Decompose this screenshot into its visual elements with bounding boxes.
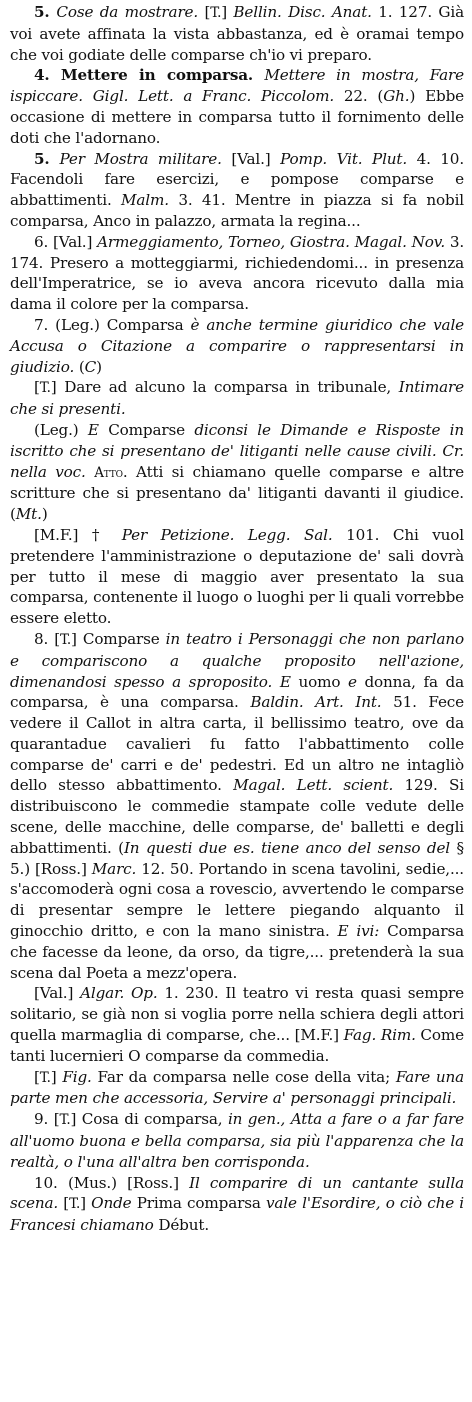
entry-text-segment: ] Dare ad alcuno la comparsa in tribunale,: [50, 378, 399, 397]
entry-text-segment: Atto: [94, 464, 123, 481]
entry-text-segment: § 5.) [Ross.]: [10, 838, 464, 878]
entry-text-segment: 8. [: [34, 629, 61, 648]
entry-text-segment: Gh.: [383, 87, 410, 106]
entry-text-segment: Onde: [91, 1194, 132, 1213]
entry-paragraph-e4: [10, 65, 464, 148]
entry-text-segment: T.: [59, 1112, 71, 1129]
entry-paragraph-e6: [10, 232, 464, 315]
entry-text-segment: Algar. Op.: [80, 984, 158, 1003]
entry-text-segment: 4. 10. Facendoli fare esercizi, e pompose comparse e abbattimenti.: [10, 149, 464, 210]
entry-text-segment: Fig.: [62, 1067, 92, 1086]
entry-text-segment: Malm.: [121, 191, 169, 210]
entry-text-segment: diconsi le Dimande e Risposte in iscritto che si presentano de' litiganti nelle cause civili. Cr. nella voc.: [10, 420, 464, 481]
entry-text-segment: [: [58, 1194, 70, 1213]
entry-text-segment: T.: [39, 380, 51, 397]
entry-text-segment: E ivi:: [337, 922, 380, 941]
entry-text-segment: 5.: [34, 3, 57, 21]
entry-text-segment: ] Cosa di comparsa,: [70, 1110, 228, 1129]
entry-text-segment: [86, 463, 94, 481]
entry-text-segment: Marc.: [91, 859, 137, 878]
entry-text-segment: , fa da comparsa, è una comparsa.: [10, 672, 464, 712]
entry-paragraph-e7b: [10, 420, 464, 525]
entry-text-segment: Per Mostra militare.: [59, 149, 222, 168]
entry-text-segment: Far da comparsa nelle cose della vita;: [91, 1067, 396, 1086]
entry-text-segment: Intimare che si presenti.: [10, 378, 464, 419]
entry-paragraph-e7a: [10, 377, 464, 420]
entry-text-segment: e: [347, 672, 357, 691]
entry-text-segment: Comparse: [98, 420, 195, 439]
entry-paragraph-e7c: [10, 525, 464, 629]
entry-text-segment: 5.: [34, 149, 60, 168]
entry-text-segment: . Atti si chiamano quelle comparse e altre scritture che si presentano da' litiganti davanti il giudice. (: [10, 462, 464, 524]
entry-text-segment: ] Comparse: [71, 629, 166, 648]
entry-text-segment: T.: [39, 1069, 51, 1086]
entry-text-segment: 10. (Mus.) [Ross.]: [34, 1173, 190, 1192]
entry-text-segment: 7. (Leg.) Comparsa: [34, 315, 191, 334]
entry-paragraph-e8a: [10, 983, 464, 1066]
entry-text-segment: 4. Mettere in comparsa.: [34, 66, 265, 85]
entry-text-segment: in gen., Atta a fare o a far fare all'uomo buona e bella comparsa, sia più l'apparenza che la realtà, o l'una all'altra ben corrisponda.: [10, 1110, 464, 1171]
entry-text-segment: ): [41, 505, 48, 524]
entry-text-segment: Per Petizione. Legg. Sal.: [121, 525, 333, 544]
entry-text-segment: Début.: [153, 1216, 210, 1235]
entry-text-segment: 9. [: [34, 1110, 60, 1129]
entry-text-segment: Cose da mostrare.: [56, 3, 205, 21]
entry-paragraph-e10: [10, 1173, 464, 1236]
entry-text-segment: In questi due es. tiene anco del senso del: [123, 838, 451, 857]
entry-text-segment: E: [87, 420, 99, 439]
entry-text-segment: ): [96, 357, 102, 376]
entry-text-segment: ) Ebbe occasione di mettere in comparsa tutto il fornimento delle doti che l'adornano.: [10, 87, 464, 147]
entry-text-segment: 3. 174. Presero a motteggiarmi, richiedendomi... in presenza dell'Imperatrice, se io aveva ancora ricevuto dalla mia dama il colore per la comparsa.: [10, 232, 465, 314]
entry-text-segment: Armeggiamento, Torneo, Giostra. Magal. Nov.: [97, 232, 446, 251]
entry-text-segment: Il comparire di un cantante sulla scena.: [10, 1173, 464, 1213]
entry-paragraph-e7: [10, 315, 464, 377]
entry-text-segment: [: [34, 1067, 40, 1086]
entry-text-segment: Bellin. Disc. Anat.: [233, 3, 372, 21]
entry-text-segment: uomo: [290, 672, 348, 691]
entry-text-segment: [: [204, 3, 211, 21]
entry-text-segment: Prima comparsa: [131, 1194, 266, 1213]
entry-paragraph-e8b: [10, 1067, 464, 1110]
entry-text-segment: Fare una parte men che accessoria, Servire a' personaggi principali.: [10, 1067, 464, 1108]
entry-text-segment: Come tanti lucernieri O comparse da commedia.: [10, 1026, 464, 1065]
entry-paragraph-e5: [10, 2, 464, 65]
entry-text-segment: T.: [60, 631, 72, 648]
entry-text-segment: Pomp. Vit. Plut.: [280, 149, 408, 168]
entry-text-segment: 129. Si distribuiscono le commedie stampate colle vedute delle scene, delle macchine, delle comparse, de' balletti e degli abbattimenti. (: [10, 776, 465, 857]
entry-text-segment: 22. (: [334, 87, 384, 106]
entry-text-segment: ]: [50, 1067, 63, 1086]
entry-text-segment: Mettere in mostra, Fare ispiccare. Gigl. Lett. a Franc. Piccolom.: [10, 66, 464, 106]
entry-paragraph-e5b: [10, 149, 464, 232]
entry-text-segment: 1. 230. Il teatro vi resta quasi sempre solitario, se già non si voglia porre nella schiera degli attori quella marmaglia di comparse, che... [M.F.]: [10, 984, 464, 1045]
text-column: [10, 2, 464, 1236]
entry-paragraph-e9: [10, 1109, 464, 1172]
entry-text-segment: [Val.]: [221, 149, 281, 168]
entry-text-segment: Fag. Rim.: [343, 1026, 416, 1045]
entry-text-segment: ]: [80, 1194, 92, 1213]
entry-text-segment: (Leg.): [34, 420, 88, 439]
entry-paragraph-e8: [10, 629, 464, 984]
entry-text-segment: 101. Chi vuol pretendere l'amministrazione o deputazione de' sali dovrà per tutto il mese di maggio aver presentato la sua comparsa, contenente il luogo o luoghi per li quali vorrebbe essere eletto.: [10, 525, 464, 628]
entry-text-segment: in teatro i Personaggi che non parlano e compariscono a qualche proposito nell'azione, dimenandosi spesso a sproposito. E: [10, 629, 464, 691]
entry-text-segment: T.: [210, 5, 222, 21]
entry-text-segment: 3. 41. Mentre in piazza si fa nobil comparsa, Anco in palazzo, armata la regina...: [10, 191, 464, 230]
entry-text-segment: 51. Fece vedere il Callot in altra carta, il bellissimo teatro, ove da quarantadue cavalieri fu fatto l'abbattimento colle comparse de' carri e de' pedestri. Ed un altro ne intagliò dello stesso abbattimento.: [10, 693, 464, 795]
entry-text-segment: T.: [69, 1196, 81, 1213]
entry-text-segment: ]: [221, 3, 234, 21]
entry-text-segment: 12. 50. Portando in scena tavolini, sedie,... s'accomoderà ogni cosa a rovescio, avvertendo le comparse di presentar sempre le lettere piegando alquanto il ginocchio dritto, e con la mano sinistra.: [10, 859, 464, 941]
entry-text-segment: vale l'Esordire, o ciò che i Francesi chiamano: [10, 1194, 465, 1235]
entry-text-segment: 6. [Val.]: [34, 232, 98, 251]
entry-text-segment: [Val.]: [34, 984, 81, 1003]
entry-text-segment: C: [84, 357, 97, 376]
entry-text-segment: (: [74, 357, 85, 376]
entry-text-segment: [M.F.] †: [34, 525, 122, 544]
entry-text-segment: [: [34, 378, 40, 397]
entry-text-segment: è anche termine giuridico che vale Accusa o Citazione a comparire o rappresentarsi in giudizio.: [10, 315, 465, 376]
entry-text-segment: Magal. Lett. scient.: [233, 776, 394, 795]
entry-text-segment: Comparsa che facesse da leone, da orso, da tigre,... pretenderà la sua scena dal Poeta a mezz'opera.: [10, 922, 464, 982]
entry-text-segment: Mt.: [15, 505, 42, 524]
entry-text-segment: Baldin. Art. Int.: [250, 693, 382, 712]
entry-text-segment: donna: [356, 672, 412, 691]
entry-text-segment: 1. 127. Già voi avete affinata la vista abbastanza, ed è oramai tempo che voi godiate delle comparse ch'io vi preparo.: [10, 3, 464, 64]
